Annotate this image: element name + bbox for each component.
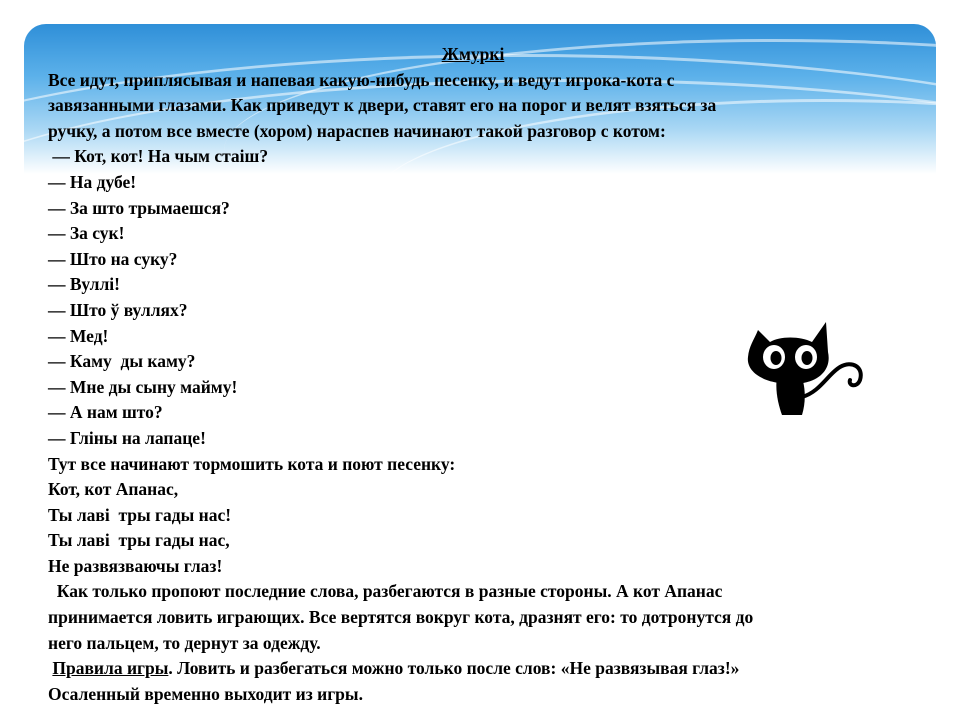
- song-line: Ты лаві тры гады нас,: [48, 530, 230, 551]
- dialogue-line: — Мед!: [48, 325, 109, 346]
- dialogue-line: — За сук!: [48, 223, 125, 244]
- paragraph-line: Как только пропоют последние слова, разбегаются в разные стороны. А кот Апанас: [48, 581, 723, 602]
- song-line: Не развязваючы глаз!: [48, 555, 223, 576]
- rules-label: Правила игры: [52, 658, 169, 679]
- cat-icon: [740, 312, 865, 417]
- intro-line: ручку, а потом все вместе (хором) нараспев начинают такой разговор с котом:: [48, 120, 666, 141]
- dialogue-line: — Што ў вуллях?: [48, 299, 188, 320]
- slide-title: Жмуркі: [441, 44, 505, 64]
- song-line: Ты лаві тры гады нас!: [48, 504, 232, 525]
- intro-line: Все идут, приплясывая и напевая какую-нибудь песенку, и ведут игрока-кота с: [48, 69, 675, 90]
- intro-line: завязанными глазами. Как приведут к двери, ставят его на порог и велят взяться за: [48, 95, 717, 116]
- song-line: Кот, кот Апанас,: [48, 479, 179, 500]
- dialogue-line: — На дубе!: [48, 171, 137, 192]
- rules-line: [48, 656, 918, 682]
- dialogue-line: — Што на суку?: [48, 248, 178, 269]
- dialogue-line: — Каму ды каму?: [48, 351, 196, 372]
- dialogue-line: — Вуллі!: [48, 274, 120, 295]
- song-intro: Тут все начинают тормошить кота и поют песенку:: [48, 453, 456, 474]
- rules-last-line: Осаленный временно выходит из игры.: [48, 683, 363, 704]
- dialogue-line: — За што трымаешся?: [48, 197, 230, 218]
- paragraph-line: принимается ловить играющих. Все вертятся вокруг кота, дразнят его: то дотронутся до: [48, 607, 754, 628]
- dialogue-line: — Гліны на лапаце!: [48, 427, 206, 448]
- paragraph-line: него пальцем, то дернут за одежду.: [48, 632, 321, 653]
- dialogue-line: — Мне ды сыну майму!: [48, 376, 238, 397]
- dialogue-line: — Кот, кот! На чым стаіш?: [48, 146, 269, 167]
- dialogue-line: — А нам што?: [48, 402, 163, 423]
- rules-text: . Ловить и разбегаться можно только после слов: «Не развязывая глаз!»: [168, 658, 740, 679]
